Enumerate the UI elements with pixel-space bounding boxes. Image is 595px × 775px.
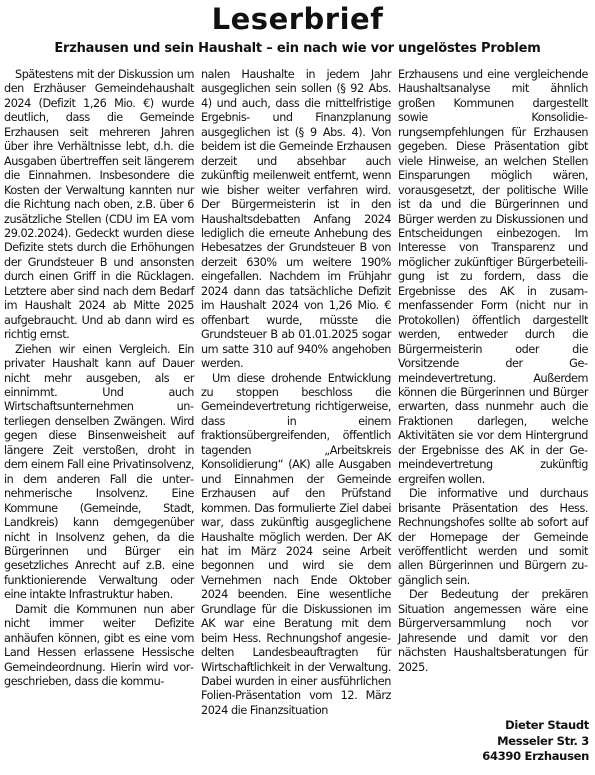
article-column-2 (201, 68, 391, 718)
article-column-1 (4, 68, 194, 689)
paragraph: Der Bedeutung der prekären Situation angemessen wäre eine Bürgerversammlung noch vor Jahresende und damit vor den nächsten Haushaltsberatungen für 2025. (398, 588, 588, 674)
author-street: Messeler Str. 3 (497, 733, 589, 748)
page-title: Leserbrief (211, 2, 384, 36)
article-column-3 (398, 68, 588, 675)
paragraph: Die informative und durchaus brisante Präsentation des Hess. Rechnungshofes sollte ab sofort auf der Homepage der Gemeinde veröffentlicht werden und somit allen Bürgerinnen und Bürgern zugänglich sein. (398, 487, 588, 587)
paragraph-continuation: Erzhausens und eine vergleichende Haushaltsanalyse mit ähnlich großen Kommunen dargestellt sowie Konsolidierungsempfehlungen für Erzhausen gegeben. Diese Präsentation gibt viele Hinweise, an welchen Stellen Einsparungen möglich wären, vorausgesetzt, der politische Wille ist da und die Bürgerinnen und Bürger werden zu Diskussionen und Entscheidungen einbezogen. Im Interesse von Transparenz und möglicher zukünftiger Bürgerbeteiligung ist zu fordern, dass die Ergebnisse des AK in zusammenfassender Form (nicht nur in Protokollen) öffentlich dargestellt werden, entweder durch die Bürgermeisterin oder die Vorsitzende der Gemeindevertretung. Außerdem können die Bürgerinnen und Bürger erwarten, dass nunmehr auch die Fraktionen darlegen, welche Aktivitäten sie vor dem Hintergrund der Ergebnisse des AK in der Gemeindevertretung zukünftig ergreifen wollen. (398, 68, 588, 486)
author-city: 64390 Erzhausen (482, 749, 589, 763)
author-name: Dieter Staudt (505, 718, 589, 732)
author-signature (482, 718, 589, 765)
paragraph-continuation: nalen Haushalte in jedem Jahr ausgeglichen sein sollen (§ 92 Abs. 4) und auch, dass die mittelfristige Ergebnis- und Finanzplanung ausgeglichen ist (§ 9 Abs. 4). Von beidem ist die Gemeinde Erzhausen derzeit und absehbar auch zukünftig meilenweit entfernt, wenn wie bisher weiter verfahren wird. Der Bürgermeisterin ist in den Haushaltsdebatten Anfang 2024 lediglich die erneute Anhebung des Hebesatzes der Grundsteuer B von derzeit 630% um weitere 190% eingefallen. Nachdem im Frühjahr 2024 dann das tatsächliche Defizit im Haushalt 2024 von 1,26 Mio. € offenbart wurde, müsste die Grundsteuer B ab 01.01.2025 sogar um satte 310 auf 940% angehoben werden. (201, 68, 391, 371)
paragraph: Ziehen wir einen Vergleich. Ein privater Haushalt kann auf Dauer nicht mehr ausgeben, als er einnimmt. Und auch Wirtschaftsunternehmen unterliegen denselben Zwängen. Wird gegen diese Binsenweisheit auf längere Zeit verstoßen, droht in dem einem Fall eine Privatinsolvenz, in dem anderen Fall die unternehmerische Insolvenz. Eine Kommune (Gemeinde, Stadt, Landkreis) kann demgegenüber nicht in Insolvenz gehen, da die Bürgerinnen und Bürger ein gesetzliches Anrecht auf z.B. eine funktionierende Verwaltung oder eine intakte Infrastruktur haben. (4, 342, 194, 602)
subtitle: Erzhausen und sein Haushalt – ein nach wie vor ungelöstes Problem (54, 41, 541, 56)
paragraph: Spätestens mit der Diskussion um den Erzhäuser Gemeindehaushalt 2024 (Defizit 1,26 Mio. €) wurde deutlich, dass die Gemeinde Erzhausen seit mehreren Jahren über ihre Verhältnisse lebt, d.h. die Ausgaben übertreffen seit längerem die Einnahmen. Insbesondere die Kosten der Verwaltung kannten nur die Richtung nach oben, z.B. über 6 zusätzliche Stellen (CDU im EA vom 29.02.2024). Gedeckt wurden diese Defizite stets durch die Erhöhungen der Grundsteuer B und ansonsten durch einen Griff in die Rücklagen. Letztere aber sind nach dem Bedarf im Haushalt 2024 ab Mitte 2025 aufgebraucht. Und ab dann wird es richtig ernst. (4, 68, 194, 342)
paragraph: Um diese drohende Entwicklung zu stoppen beschloss die Gemeindevertretung richtigerweise, dass in einem fraktionsübergreifenden, öffentlich tagenden „Arbeitskreis Konsolidierung“ (AK) alle Ausgaben und Einnahmen der Gemeinde Erzhausen auf den Prüfstand kommen. Das formulierte Ziel dabei war, dass zukünftig ausgeglichene Haushalte möglich werden. Der AK hat im März 2024 seine Arbeit begonnen und wird sie dem Vernehmen nach Ende Oktober 2024 beenden. Eine wesentliche Grundlage für die Diskussionen im AK war eine Beratung mit dem beim Hess. Rechnungshof angesiedelten Landesbeauftragten für Wirtschaftlichkeit in der Verwaltung. Dabei wurden in einer ausführlichen Folien-Präsentation vom 12. März 2024 die Finanzsituation (201, 371, 391, 717)
paragraph: Damit die Kommunen nun aber nicht immer weiter Defizite anhäufen können, gibt es eine vom Land Hessen erlassene Hessische Gemeindeordnung. Hierin wird vorgeschrieben, dass die kommu- (4, 602, 194, 689)
